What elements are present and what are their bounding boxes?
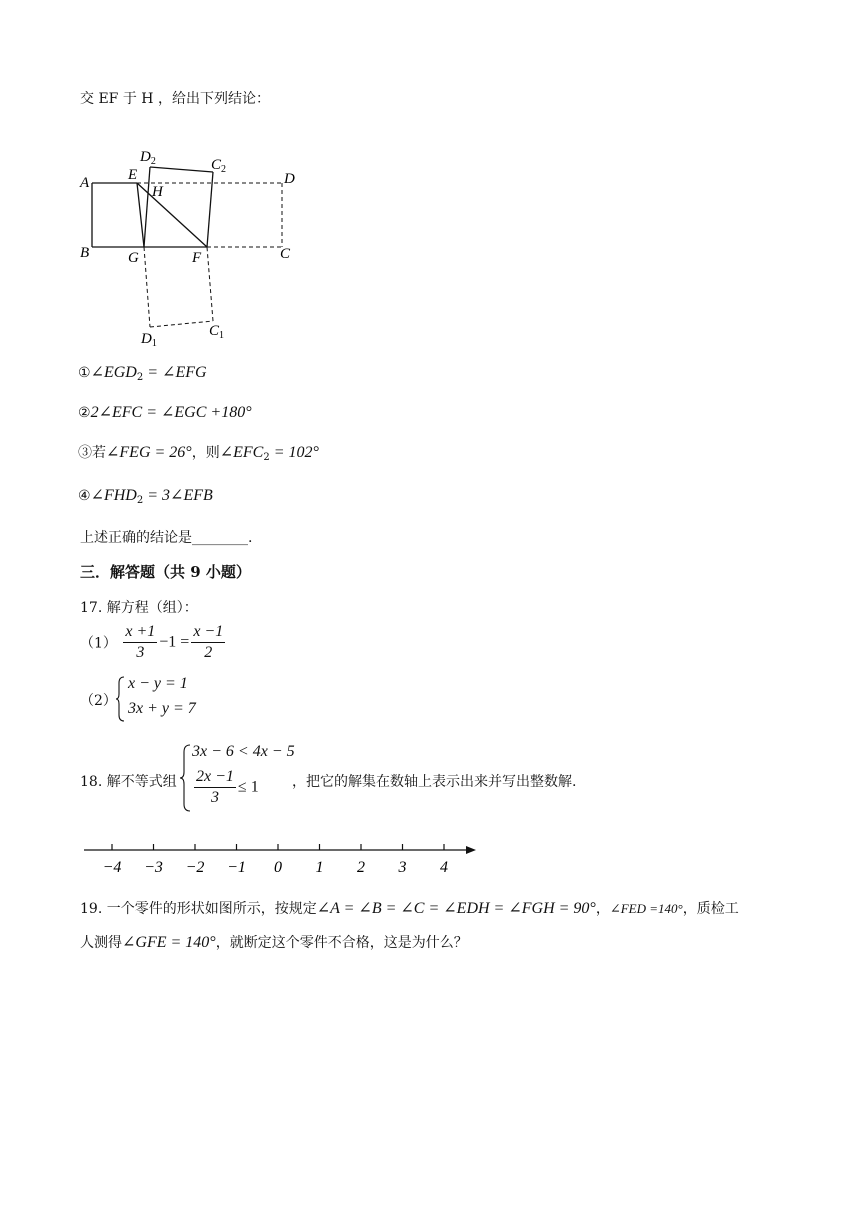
tick-label: −4 [102,859,122,876]
answer-line [80,527,252,547]
label-C2: $C_2$ [211,157,227,175]
segment-EF [137,183,207,247]
label-D: D [284,171,295,187]
conclusion-prefix: 若 [92,445,106,461]
conclusion-4 [78,485,213,506]
q17-title-text: 17. 解方程（组）： [80,600,198,616]
label-D2: $D_2$ [140,149,156,167]
q19-text: ， [595,901,610,917]
conclusion-expr: 2∠EFC = ∠EGC +180° [90,404,252,421]
conclusion-expr: ∠EGD [90,364,137,381]
conclusion-expr: ∠FEG = 26° [106,444,192,461]
conclusion-expr: = ∠EFG [143,364,207,381]
geometry-figure [70,140,330,355]
conclusion-mid: ，则 [191,445,220,461]
segment-GD2 [144,167,150,247]
label-A: A [80,175,90,191]
fraction: $\frac{2x -1}{3}$ [196,768,234,806]
label-B: B [80,245,90,261]
conclusion-mark: ① [78,365,91,381]
q17-title [80,597,198,617]
segment-GD1-dashed [144,247,150,327]
tick-label: −2 [185,859,205,876]
conclusion-expr: ∠EFC [219,444,264,461]
operator: −1 = [159,633,190,651]
conclusion-3 [78,442,319,463]
label-D1: $D_1$ [141,331,157,349]
equation-2: 3x + y = 7 [128,700,196,717]
section-title-text: 三．解答题（共 9 小题） [80,563,251,581]
segment-D2C2 [150,167,213,172]
label-E: E [128,167,138,183]
conclusion-expr: ∠FHD [90,487,137,504]
q17-part2-label: （2） [80,693,117,709]
fraction: $\frac{x +1}{3}$ [125,623,156,661]
brace-icon [180,743,192,813]
conclusion-1 [78,362,207,383]
intro-text: 交 EF 于 H ，给出下列结论： [80,91,270,107]
arrow-icon [466,846,476,854]
label-H: H [152,184,163,200]
tick-label: 2 [357,859,365,876]
tick-label: −3 [144,859,163,876]
number-line [80,836,480,881]
q17-part1-label: （1） [80,635,117,652]
tick-label: −1 [227,859,246,876]
tick-label: 4 [440,859,448,876]
brace-icon [116,675,126,723]
conclusion-expr: = 102° [269,444,319,461]
segment-C1F-dashed [207,247,213,321]
tick-label: 0 [274,859,282,876]
tick-label: 3 [398,859,407,876]
q19-expr: ∠FED =140° [609,901,683,916]
label-G: G [128,250,139,266]
subscript: 2 [136,495,144,506]
segment-D1C1-dashed [150,321,213,327]
section-title [80,561,251,582]
q18-tail: ，把它的解集在数轴上表示出来并写出整数解. [292,774,577,790]
q19-text: 人测得 [80,935,122,951]
label-C: C [280,246,291,262]
q19-text: ，就断定这个零件不合格，这是为什么？ [215,935,468,951]
subscript: 2 [136,372,144,383]
q19-text: 19. 一个零件的形状如图所示，按规定 [80,901,317,917]
subscript: 2 [263,452,270,463]
intro-line [80,88,270,108]
q18 [80,743,780,818]
label-F: F [192,250,202,266]
q19-expr: ∠A = ∠B = ∠C = ∠EDH = ∠FGH = 90° [316,900,596,917]
conclusion-mark: ③ [78,445,92,461]
inequality-1: 3x − 6 < 4x − 5 [192,743,295,760]
fraction: $\frac{x -1}{2}$ [193,623,224,661]
q17-part1 [80,622,227,663]
segment-EG [137,183,144,247]
q18-label: 18. 解不等式组 [80,774,177,790]
equation-1: x − y = 1 [128,675,188,692]
q19-expr: ∠GFE = 140° [122,934,216,951]
q19-line1 [80,898,739,918]
q19-text: ，质检工 [682,901,739,917]
conclusion-mark: ② [78,405,91,421]
conclusion-expr: = 3∠EFB [143,487,213,504]
label-C1: $C_1$ [209,323,225,341]
conclusion-mark: ④ [78,488,91,504]
q19-line2 [80,932,468,952]
conclusion-2 [78,402,252,422]
inequality-2: $\frac{2x -1}{3}$ ≤ 1 [196,768,259,806]
answer-text: 上述正确的结论是________. [80,530,253,546]
tick-label: 1 [315,859,324,876]
